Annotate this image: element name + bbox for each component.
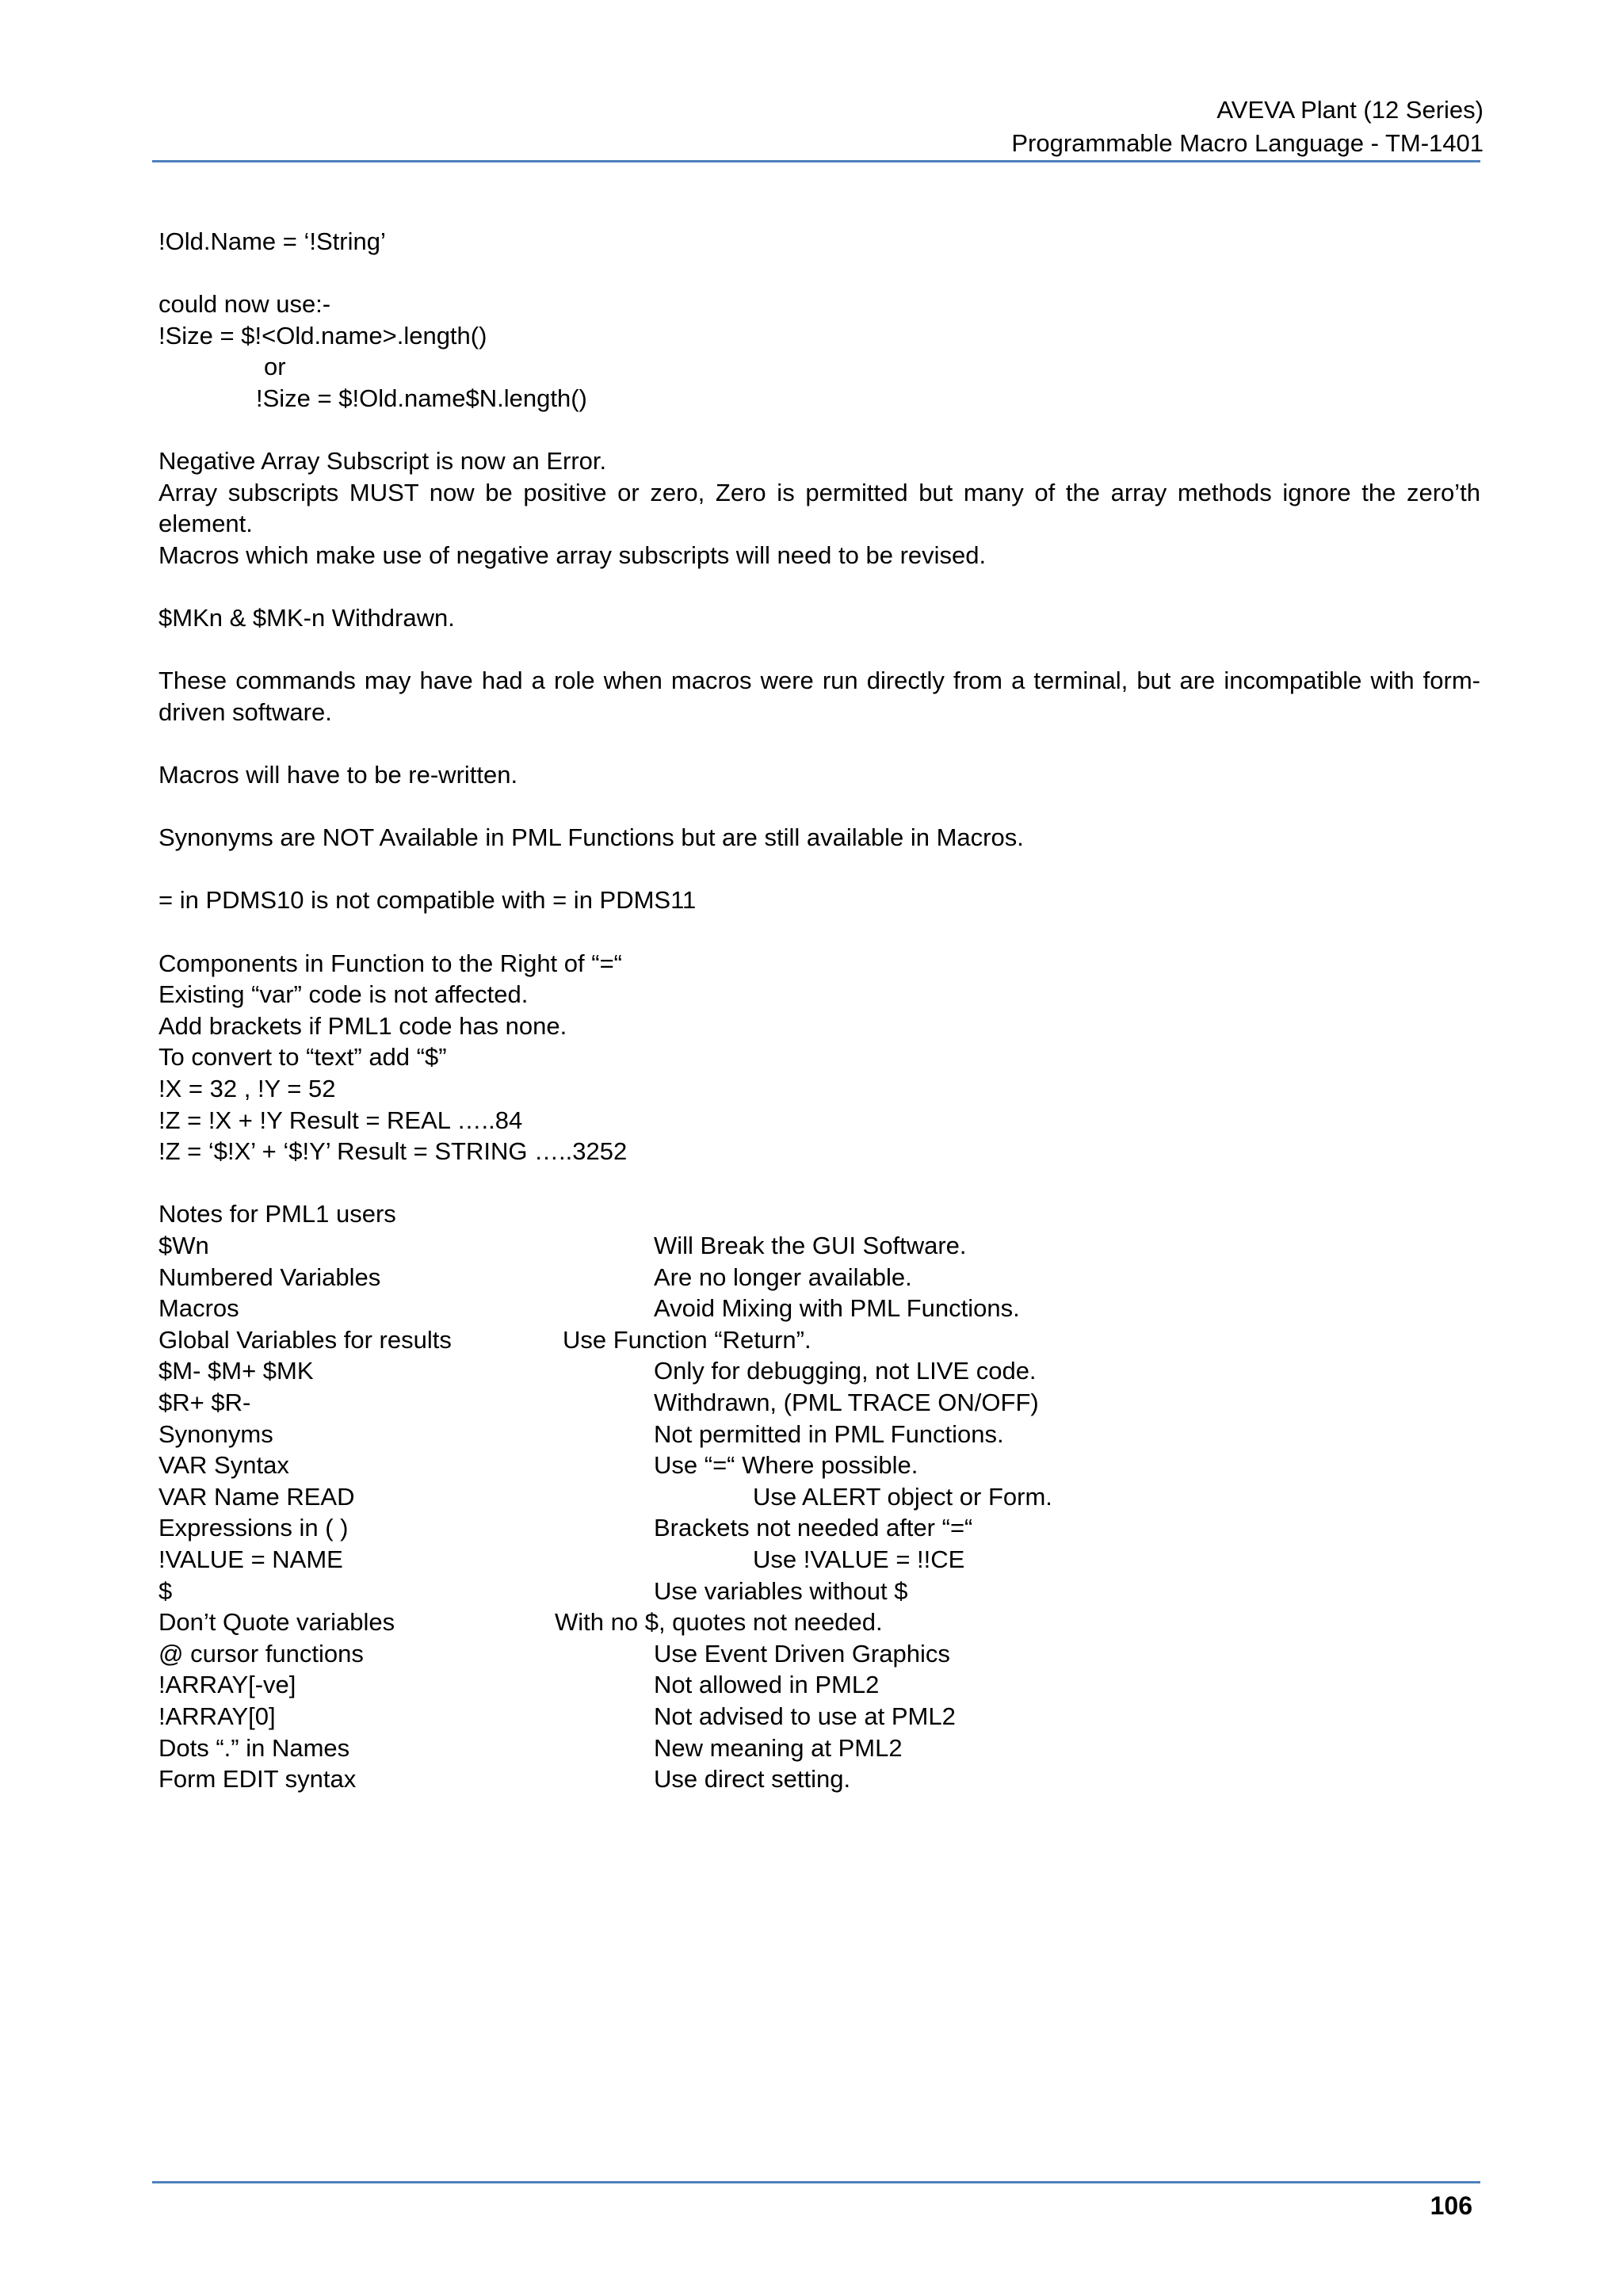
notes-row bbox=[158, 1701, 1480, 1733]
notes-item-label: $Wn bbox=[158, 1232, 209, 1259]
synonyms-line: Synonyms are NOT Available in PML Functions but are still available in Macros. bbox=[158, 823, 1024, 852]
notes-item-label: !VALUE = NAME bbox=[158, 1545, 343, 1573]
notes-row bbox=[158, 1638, 1480, 1670]
notes-item-label: $ bbox=[158, 1576, 173, 1605]
components-line: !Z = ‘$!X’ + ‘$!Y’ Result = STRING …..3252 bbox=[158, 1137, 628, 1166]
notes-item-description: Not advised to use at PML2 bbox=[654, 1702, 956, 1730]
notes-row bbox=[158, 1419, 1480, 1450]
notes-heading: Notes for PML1 users bbox=[158, 1200, 396, 1228]
components-line: Existing “var” code is not affected. bbox=[158, 980, 529, 1009]
notes-item-description: Not permitted in PML Functions. bbox=[654, 1419, 1004, 1448]
notes-row bbox=[158, 1450, 1480, 1481]
header-product-title: AVEVA Plant (12 Series) bbox=[1216, 96, 1484, 124]
notes-item-description: Use direct setting. bbox=[654, 1765, 851, 1794]
notes-item-label: Synonyms bbox=[158, 1419, 273, 1448]
notes-row bbox=[158, 1544, 1480, 1576]
notes-item-description: Are no longer available. bbox=[654, 1263, 912, 1291]
notes-item-label: Don’t Quote variables bbox=[158, 1608, 395, 1637]
notes-item-label: Form EDIT syntax bbox=[158, 1765, 357, 1794]
notes-row bbox=[158, 1355, 1480, 1387]
notes-item-label: Numbered Variables bbox=[158, 1263, 381, 1291]
equals-compatibility-line: = in PDMS10 is not compatible with = in PDMS11 bbox=[158, 886, 697, 915]
notes-item-description: Use “=“ Where possible. bbox=[654, 1451, 918, 1480]
notes-item-description: Use variables without $ bbox=[654, 1576, 908, 1605]
notes-row bbox=[158, 1293, 1480, 1324]
notes-row bbox=[158, 1733, 1480, 1764]
notes-row bbox=[158, 1576, 1480, 1607]
components-line: !X = 32 , !Y = 52 bbox=[158, 1075, 336, 1103]
page-number: 106 bbox=[1430, 2191, 1472, 2220]
notes-item-description: Use Event Driven Graphics bbox=[654, 1639, 950, 1668]
page-body bbox=[158, 226, 1480, 1795]
notes-row bbox=[158, 1481, 1480, 1513]
notes-item-description: New meaning at PML2 bbox=[654, 1733, 903, 1762]
notes-item-label: Dots “.” in Names bbox=[158, 1733, 350, 1762]
notes-table bbox=[158, 1230, 1480, 1795]
components-line: To convert to “text” add “$” bbox=[158, 1043, 447, 1072]
mkn-paragraph: These commands may have had a role when macros were run directly from a terminal, but are incompatible with form-driven software. bbox=[158, 667, 1480, 726]
or-line: or bbox=[264, 353, 286, 381]
notes-row bbox=[158, 1669, 1480, 1701]
negative-subscript-revise-line: Macros which make use of negative array subscripts will need to be revised. bbox=[158, 541, 987, 569]
header-rule bbox=[152, 160, 1480, 162]
could-now-use-line: could now use:- bbox=[158, 290, 331, 319]
notes-item-label: Macros bbox=[158, 1294, 239, 1323]
notes-item-label: VAR Name READ bbox=[158, 1482, 355, 1511]
notes-item-label: VAR Syntax bbox=[158, 1451, 289, 1480]
notes-row bbox=[158, 1606, 1480, 1638]
notes-item-description: Only for debugging, not LIVE code. bbox=[654, 1357, 1037, 1385]
notes-item-label: $M- $M+ $MK bbox=[158, 1357, 314, 1385]
notes-item-description: Brackets not needed after “=“ bbox=[654, 1514, 973, 1542]
notes-item-description: Use !VALUE = !!CE bbox=[753, 1545, 965, 1573]
footer-rule bbox=[152, 2181, 1480, 2183]
macros-rewritten-line: Macros will have to be re-written. bbox=[158, 761, 518, 789]
old-name-line: !Old.Name = ‘!String’ bbox=[158, 227, 386, 255]
mkn-withdrawn-heading: $MKn & $MK-n Withdrawn. bbox=[158, 604, 455, 632]
notes-row bbox=[158, 1230, 1480, 1262]
notes-item-description: Use Function “Return”. bbox=[563, 1325, 812, 1354]
negative-subscript-heading: Negative Array Subscript is now an Error. bbox=[158, 447, 607, 476]
notes-item-description: Not allowed in PML2 bbox=[654, 1671, 880, 1699]
notes-item-label: @ cursor functions bbox=[158, 1639, 364, 1668]
size-code-line-1: !Size = $!<Old.name>.length() bbox=[158, 321, 487, 350]
notes-row bbox=[158, 1262, 1480, 1293]
notes-item-label: $R+ $R- bbox=[158, 1388, 251, 1416]
notes-item-label: Global Variables for results bbox=[158, 1325, 452, 1354]
size-code-line-2: !Size = $!Old.name$N.length() bbox=[256, 384, 587, 412]
notes-row bbox=[158, 1324, 1480, 1356]
notes-item-label: !ARRAY[0] bbox=[158, 1702, 276, 1730]
components-line: !Z = !X + !Y Result = REAL …..84 bbox=[158, 1106, 523, 1134]
notes-item-description: Avoid Mixing with PML Functions. bbox=[654, 1294, 1020, 1323]
components-line: Add brackets if PML1 code has none. bbox=[158, 1011, 567, 1040]
notes-item-description: Use ALERT object or Form. bbox=[753, 1482, 1052, 1511]
notes-row bbox=[158, 1512, 1480, 1544]
negative-subscript-paragraph: Array subscripts MUST now be positive or zero, Zero is permitted but many of the array methods ignore the zero’th element. bbox=[158, 478, 1480, 538]
notes-item-description: Withdrawn, (PML TRACE ON/OFF) bbox=[654, 1388, 1039, 1416]
notes-item-description: With no $, quotes not needed. bbox=[555, 1608, 883, 1637]
notes-item-label: !ARRAY[-ve] bbox=[158, 1671, 296, 1699]
header-document-title: Programmable Macro Language - TM-1401 bbox=[1011, 129, 1484, 157]
notes-row bbox=[158, 1763, 1480, 1795]
components-line: Components in Function to the Right of “=“ bbox=[158, 949, 623, 977]
notes-item-description: Will Break the GUI Software. bbox=[654, 1232, 967, 1259]
notes-row bbox=[158, 1387, 1480, 1419]
notes-item-label: Expressions in ( ) bbox=[158, 1514, 349, 1542]
